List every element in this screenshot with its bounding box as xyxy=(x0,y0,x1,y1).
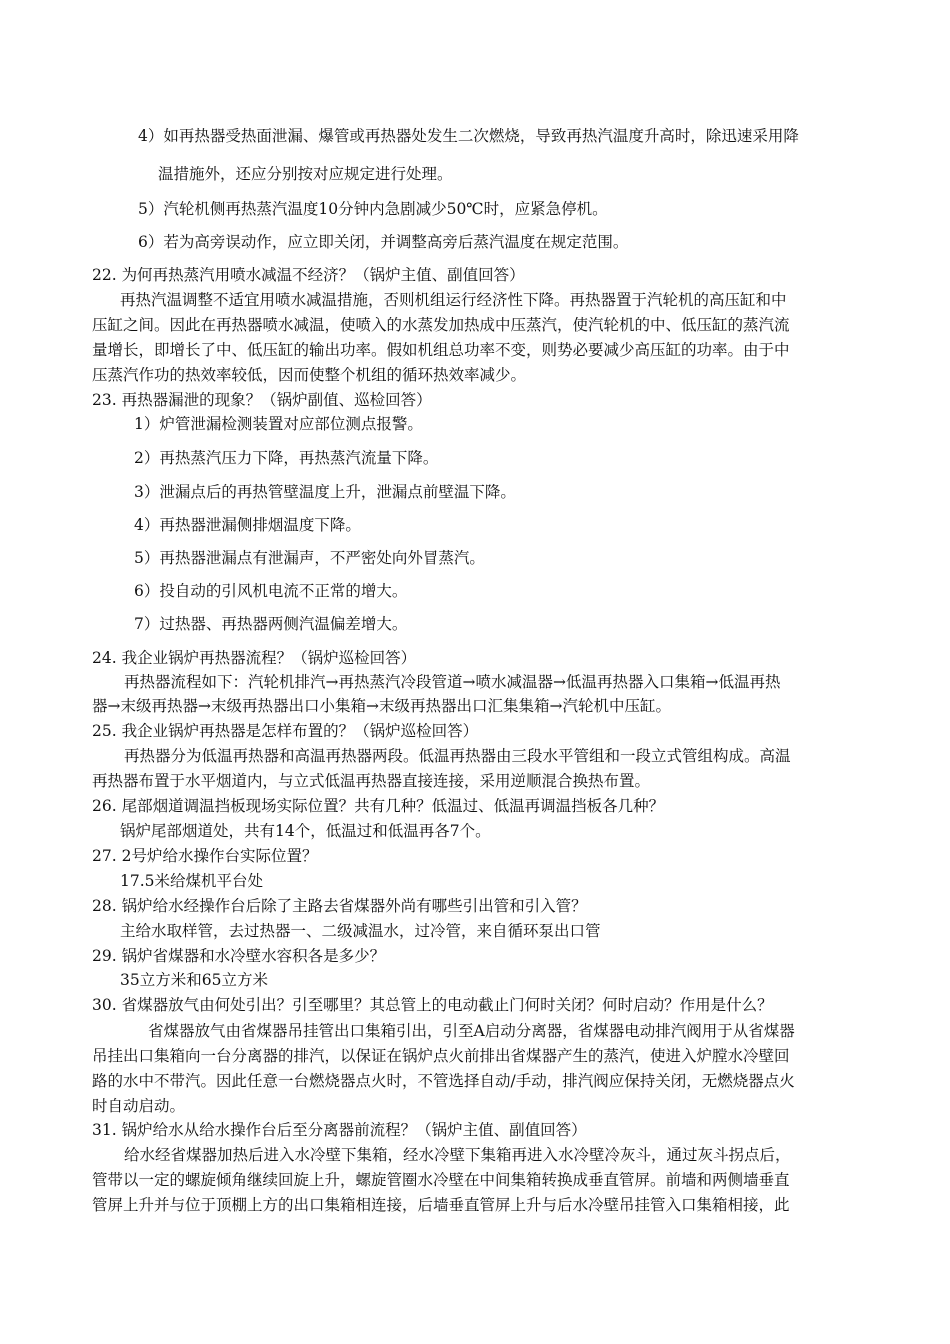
answer-line: 再热器布置于水平烟道内，与立式低温再热器直接连接，采用逆顺混合换热布置。 xyxy=(92,772,651,790)
answer-line: 锅炉尾部烟道处，共有14个，低温过和低温再各7个。 xyxy=(120,822,491,840)
answer-line: 再热汽温调整不适宜用喷水减温措施，否则机组运行经济性下降。再热器置于汽轮机的高压缸和中 xyxy=(120,291,787,309)
answer-line: 量增长，即增长了中、低压缸的输出功率。假如机组总功率不变，则势必要减少高压缸的功率。由于中 xyxy=(92,341,790,359)
answer-line: 时自动启动。 xyxy=(92,1097,186,1115)
answer-line: 管带以一定的螺旋倾角继续回旋上升，螺旋管圈水冷壁在中间集箱转换成垂直管屏。前墙和两侧墙垂直 xyxy=(92,1171,790,1189)
answer-line: 6）若为高旁误动作，应立即关闭，并调整高旁后蒸汽温度在规定范围。 xyxy=(138,233,629,251)
answer-line: 吊挂出口集箱向一台分离器的排汽，以保证在锅炉点火前排出省煤器产生的蒸汽，使进入炉膛水冷壁回 xyxy=(92,1047,790,1065)
list-item: 4）再热器泄漏侧排烟温度下降。 xyxy=(134,516,361,534)
question-heading: 26. 尾部烟道调温挡板现场实际位置？共有几种？低温过、低温再调温挡板各几种？ xyxy=(92,797,665,815)
answer-line: 路的水中不带汽。因此任意一台燃烧器点火时，不管选择自动/手动，排汽阀应保持关闭，无燃烧器点火 xyxy=(92,1072,795,1090)
question-heading: 30. 省煤器放气由何处引出？引至哪里？其总管上的电动截止门何时关闭？何时启动？作用是什么？ xyxy=(92,996,773,1014)
question-heading: 22. 为何再热蒸汽用喷水减温不经济？（锅炉主值、副值回答） xyxy=(92,266,525,284)
answer-line: 5）汽轮机侧再热蒸汽温度10分钟内急剧减少50℃时，应紧急停机。 xyxy=(138,200,608,218)
answer-line: 17.5米给煤机平台处 xyxy=(120,872,264,890)
question-heading: 29. 锅炉省煤器和水冷壁水容积各是多少？ xyxy=(92,947,386,965)
question-heading: 27. 2号炉给水操作台实际位置？ xyxy=(92,847,318,865)
answer-line: 35立方米和65立方米 xyxy=(120,971,268,989)
list-item: 6）投自动的引风机电流不正常的增大。 xyxy=(134,582,408,600)
answer-line: 温措施外，还应分别按对应规定进行处理。 xyxy=(158,165,453,183)
question-heading: 25. 我企业锅炉再热器是怎样布置的？（锅炉巡检回答） xyxy=(92,722,479,740)
answer-line: 压蒸汽作功的热效率较低，因而使整个机组的循环热效率减少。 xyxy=(92,366,527,384)
answer-line: 主给水取样管，去过热器一、二级减温水，过冷管，来自循环泵出口管 xyxy=(120,922,601,940)
answer-line: 压缸之间。因此在再热器喷水减温，使喷入的水蒸发加热成中压蒸汽，使汽轮机的中、低压缸的蒸汽流 xyxy=(92,316,790,334)
list-item: 1）炉管泄漏检测装置对应部位测点报警。 xyxy=(134,415,423,433)
list-item: 7）过热器、再热器两侧汽温偏差增大。 xyxy=(134,615,408,633)
list-item: 2）再热蒸汽压力下降，再热蒸汽流量下降。 xyxy=(134,449,439,467)
question-heading: 23. 再热器漏泄的现象？（锅炉副值、巡检回答） xyxy=(92,391,432,409)
answer-line: 4）如再热器受热面泄漏、爆管或再热器处发生二次燃烧，导致再热汽温度升高时，除迅速采用降 xyxy=(138,127,799,145)
list-item: 3）泄漏点后的再热管壁温度上升，泄漏点前壁温下降。 xyxy=(134,483,516,501)
answer-line: 管屏上升并与位于顶棚上方的出口集箱相连接，后墙垂直管屏上升与后水冷壁吊挂管入口集箱相接，此 xyxy=(92,1196,790,1214)
answer-line: 省煤器放气由省煤器吊挂管出口集箱引出，引至A启动分离器，省煤器电动排汽阀用于从省煤器 xyxy=(148,1022,795,1040)
answer-line: 再热器分为低温再热器和高温再热器两段。低温再热器由三段水平管组和一段立式管组构成。高温 xyxy=(124,747,791,765)
answer-line: 给水经省煤器加热后进入水冷壁下集箱，经水冷壁下集箱再进入水冷壁冷灰斗，通过灰斗拐点后， xyxy=(124,1146,791,1164)
question-heading: 28. 锅炉给水经操作台后除了主路去省煤器外尚有哪些引出管和引入管？ xyxy=(92,897,587,915)
question-heading: 24. 我企业锅炉再热器流程？（锅炉巡检回答） xyxy=(92,649,417,667)
answer-line: 再热器流程如下：汽轮机排汽→再热蒸汽冷段管道→喷水减温器→低温再热器入口集箱→低温再热 xyxy=(124,673,781,691)
answer-line: 器→末级再热器→末级再热器出口小集箱→末级再热器出口汇集集箱→汽轮机中压缸。 xyxy=(92,697,671,715)
question-heading: 31. 锅炉给水从给水操作台后至分离器前流程？（锅炉主值、副值回答） xyxy=(92,1121,587,1139)
list-item: 5）再热器泄漏点有泄漏声，不严密处向外冒蒸汽。 xyxy=(134,549,485,567)
